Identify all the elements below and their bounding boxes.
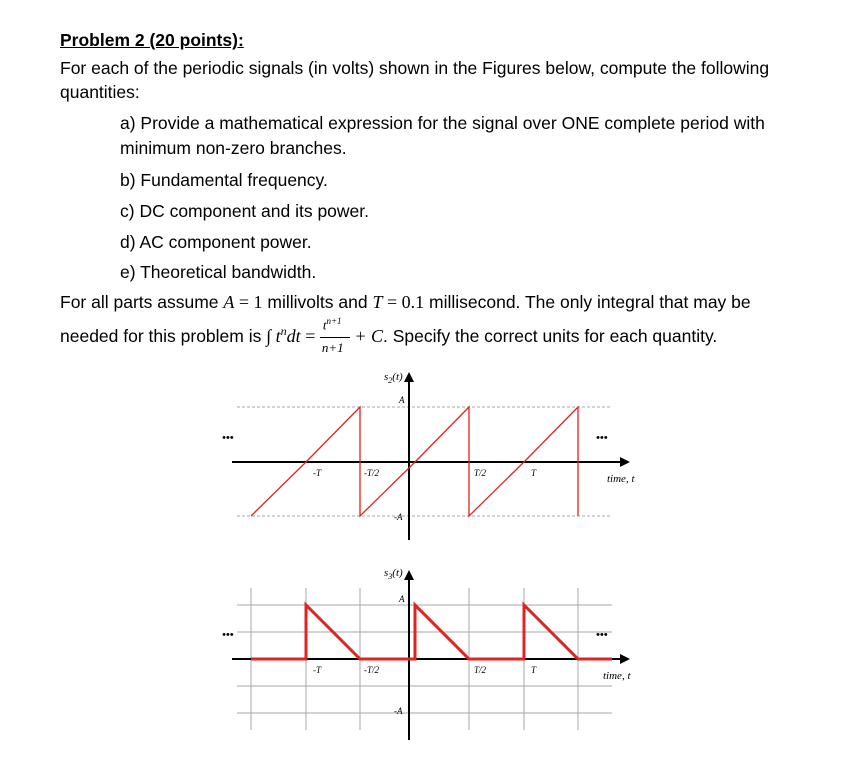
fraction — [320, 315, 350, 355]
s2-tick-T: T — [531, 468, 537, 478]
assume-text-2: millivolts and — [262, 292, 373, 312]
intro-line-2: quantities: — [60, 82, 140, 102]
s3-tick-negT: -T — [313, 665, 322, 675]
integral-text-1: needed for this problem is — [60, 325, 267, 346]
s3-tick-T2: T/2 — [474, 665, 487, 675]
item-c: c) DC component and its power. — [120, 201, 370, 221]
integral-dt: dt — [286, 325, 301, 346]
integral-expr: ∫ t — [266, 325, 281, 346]
s2-label-A: A — [399, 395, 405, 405]
item-d: d) AC component power. — [120, 232, 312, 252]
s2-xlabel: time, t — [607, 473, 635, 485]
fraction-bar — [320, 337, 350, 338]
integral-sup: n — [280, 324, 287, 338]
s2-label-negA: -A — [394, 512, 403, 522]
s2-ellipsis-right: ••• — [596, 432, 608, 444]
s3-ellipsis-right: ••• — [596, 629, 608, 641]
assumption-line — [60, 292, 751, 313]
problem-title: Problem 2 (20 points): — [60, 30, 244, 50]
figure-s3 — [222, 567, 631, 740]
s3-tick-T: T — [531, 665, 537, 675]
integral-line — [60, 315, 718, 355]
s2-tick-negT2: -T/2 — [364, 468, 380, 478]
figure-s2 — [222, 371, 635, 540]
equals-1: = — [234, 292, 254, 312]
integral-text-2: . Specify the correct units for each quantity. — [383, 325, 718, 346]
value-T: 0.1 — [401, 292, 425, 312]
fraction-denominator: n+1 — [321, 339, 344, 355]
s3-label-A: A — [399, 594, 405, 604]
s3-ellipsis-left: ••• — [222, 629, 234, 641]
s2-tick-negT: -T — [313, 468, 322, 478]
fraction-numerator: $t^{n+1}$ — [322, 315, 342, 333]
s3-tick-negT2: -T/2 — [364, 665, 380, 675]
assume-text-1: For all parts assume — [60, 292, 224, 312]
s2-ellipsis-left: ••• — [222, 432, 234, 444]
var-A: A — [223, 292, 235, 312]
s2-tick-T2: T/2 — [474, 468, 487, 478]
var-T: T — [372, 292, 383, 312]
intro-line-1: For each of the periodic signals (in volts) shown in the Figures below, compute the following — [60, 58, 770, 78]
s3-signal-line — [251, 605, 612, 659]
item-a: a) Provide a mathematical expression for the signal over ONE complete period with — [120, 113, 765, 133]
s2-signal-line — [251, 407, 578, 516]
integral-equals: = — [300, 325, 320, 346]
integral-constant: + C — [349, 325, 383, 346]
item-e: e) Theoretical bandwidth. — [120, 262, 317, 282]
equals-2: = — [382, 292, 402, 312]
item-a-cont: minimum non-zero branches. — [120, 138, 347, 158]
value-A: 1 — [253, 292, 263, 312]
s3-xlabel: time, t — [603, 670, 631, 682]
s3-ylabel: $s_3(t)$ — [384, 567, 403, 581]
assume-text-3: millisecond. The only integral that may be — [424, 292, 751, 312]
s2-ylabel: $s_2(t)$ — [384, 371, 403, 385]
s3-label-negA: -A — [394, 706, 403, 716]
item-b: b) Fundamental frequency. — [120, 170, 328, 190]
